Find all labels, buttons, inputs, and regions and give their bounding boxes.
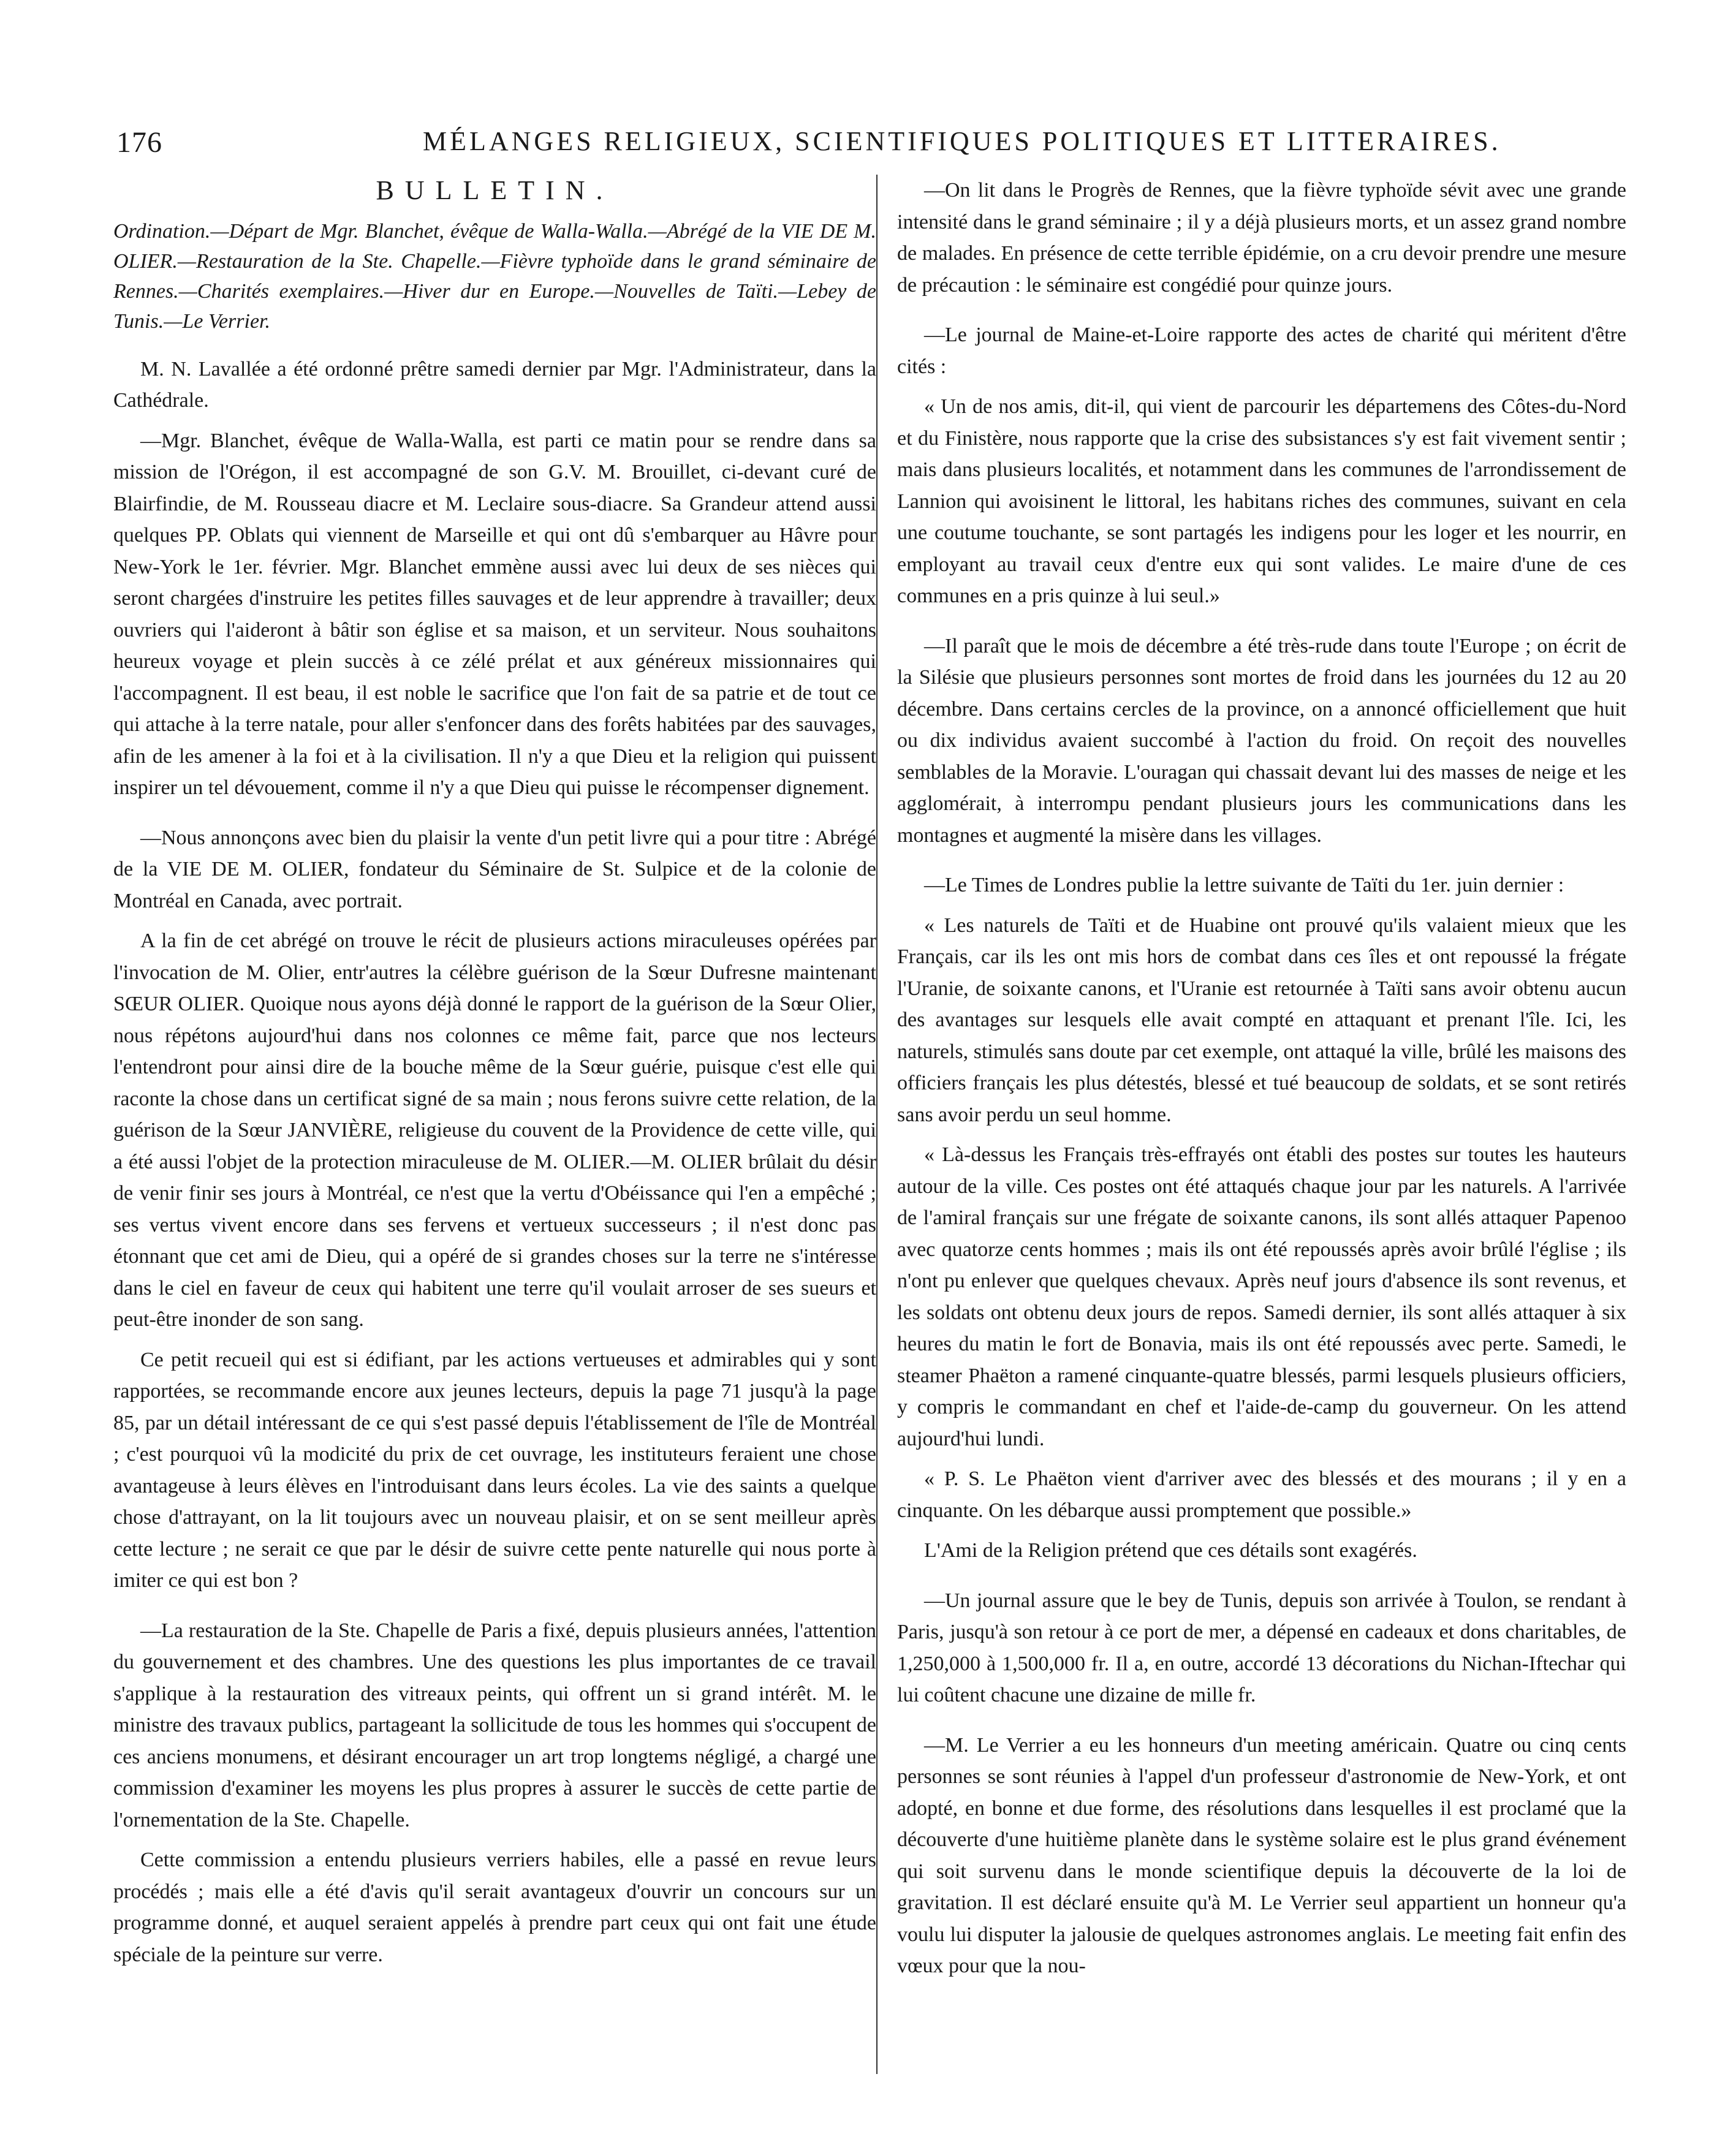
article-hiver: —Il paraît que le mois de décembre a été très-rude dans toute l'Europe ; on écrit de la Silésie que plusieurs personnes sont mortes de froid dans les journées du 12 au 20 décembre. Dans certains cercles de la province, on a annoncé officiellement que huit ou dix individus avaient succombé à l'action du froid. On reçoit des nouvelles semblables de la Moravie. L'ouragan qui chassait devant lui des masses de neige et les agglomérait, à interrompu pendant plusieurs jours les communications dans les montagnes et augmenté la misère dans les villages. xyxy=(897,634,1626,847)
article-charites: —Le journal de Maine-et-Loire rapporte des actes de charité qui méritent d'être cités : xyxy=(897,324,1626,378)
page-header xyxy=(92,126,1648,162)
bulletin-summary: Ordination.—Départ de Mgr. Blanchet, évêque de Walla-Walla.—Abrégé de la VIE DE M. OLIER.—Restauration de la Ste. Chapelle.—Fièvre typhoïde dans le grand séminaire de Rennes.—Charités exemplaires.—Hiver dur en Europe.—Nouvelles de Taïti.—Lebey de Tunis.—Le Verrier. xyxy=(113,219,876,333)
article-taiti-ps: « P. S. Le Phaëton vient d'arriver avec des blessés et des mourans ; il y en a cinquante. On les débarque aussi promptement que possible.» xyxy=(897,1467,1626,1522)
article-olier-miracles: A la fin de cet abrégé on trouve le récit de plusieurs actions miraculeuses opérées par l'invocation de M. Olier, entr'autres la célèbre guérison de la Sœur Dufresne maintenant SŒUR OLIER. Quoique nous ayons déjà donné le rapport de la guérison de la Sœur Olier, nous répétons aujourd'hui dans nos colonnes ce même fait, parce que nos lecteurs l'entendront pour ainsi dire de la bouche même de la Sœur guérie, puisque c'est elle qui raconte la chose dans un certificat signé de sa main ; nous ferons suivre cette relation, de la guérison de la Sœur JANVIÈRE, religieuse du couvent de la Providence de cette ville, qui a été aussi l'objet de la protection miraculeuse de M. OLIER.—M. OLIER brûlait du désir de venir finir ses jours à Montréal, ce n'est que la vertu d'Obéissance qui l'en a empêché ; ses vertus vivent encore dans ses fervens et vertueux successeurs ; il n'est donc pas étonnant que cet ami de Dieu, qui a opéré de si grandes choses sur la terre ne s'intéresse dans le ciel en faveur de ceux qui habitent une terre qu'il voulait arroser de ses sueurs et peut-être inonder de son sang. xyxy=(113,929,876,1331)
article-charites-quote: « Un de nos amis, dit-il, qui vient de parcourir les départemens des Côtes-du-Nord et du Finistère, nous rapporte que la crise des subsistances s'y est fait vivement sentir ; mais dans plusieurs localités, et notamment dans les communes de l'arrondissement de Lannion qui avoisinent le littoral, les habitans riches des communes, suivant en cela une coutume touchante, se sont partagés les indigens pour les loger et les nourrir, en employant au travail ceux d'entre eux qui sont valides. Le maire d'une de ces communes en a pris quinze à lui seul.» xyxy=(897,395,1626,607)
article-le-verrier: —M. Le Verrier a eu les honneurs d'un meeting américain. Quatre ou cinq cents personnes se sont réunies à l'appel d'un professeur d'astronomie de New-York, et ont adopté, en bonne et due forme, des résolutions dans lesquelles il est proclamé que la découverte d'une huitième planète dans le système solaire est le plus grand événement qui soit survenu dans le monde scientifique depuis la découverte de la loi de gravitation. Il est déclaré ensuite qu'à M. Le Verrier seul appartient un honneur qu'a voulu lui disputer la jalousie de quelques astronomes anglais. Le meeting fait enfin des vœux pour que la nou- xyxy=(897,1733,1626,1977)
article-recueil: Ce petit recueil qui est si édifiant, par les actions vertueuses et admirables qui y sont rapportées, se recommande encore aux jeunes lecteurs, depuis la page 71 jusqu'à la page 85, par un détail intéressant de ce qui s'est passé depuis l'établissement de l'île de Montréal ; c'est pourquoi vû la modicité du prix de cet ouvrage, les instituteurs feraient une chose avantageuse à leurs élèves en l'introduisant dans leurs écoles. La vie des saints a quelque chose d'attrayant, on la lit toujours avec un nouveau plaisir, et on se sent meilleur après cette lecture ; ne serait ce que par le désir de suivre cette pente naturelle qui nous porte à imiter ce qui est bon ? xyxy=(113,1348,876,1592)
article-times-taiti: —Le Times de Londres publie la lettre suivante de Taïti du 1er. juin dernier : xyxy=(924,874,1564,896)
article-vie-olier: —Nous annonçons avec bien du plaisir la vente d'un petit livre qui a pour titre : Abrégé de la VIE DE M. OLIER, fondateur du Séminaire de St. Sulpice et de la colonie de Montréal en Canada, avec portrait. xyxy=(113,826,876,912)
left-column xyxy=(113,175,876,2074)
article-ami-religion: L'Ami de la Religion prétend que ces détails sont exagérés. xyxy=(924,1539,1417,1562)
section-heading: BULLETIN. xyxy=(376,175,614,205)
article-fievre-typhoide: —On lit dans le Progrès de Rennes, que la fièvre typhoïde sévit avec une grande intensité dans le grand séminaire ; il y a déjà plusieurs morts, et un assez grand nombre de malades. En présence de cette terrible épidémie, on a cru devoir prendre une mesure de précaution : le séminaire est congédié pour quinze jours. xyxy=(897,179,1626,297)
running-title: MÉLANGES RELIGIEUX, SCIENTIFIQUES POLITIQUES ET LITTERAIRES. xyxy=(423,126,1501,156)
article-taiti-quote-2: « Là-dessus les Français très-effrayés ont établi des postes sur toutes les hauteurs autour de la ville. Ces postes ont été attaqués chaque jour par les naturels. A l'arrivée de l'amiral français sur une frégate de soixante canons, ils sont allés attaquer Papenoo avec quatorze cents hommes ; mais ils ont été repoussés après avoir brûlé l'église ; ils n'ont pu enlever que quelques chevaux. Après neuf jours d'absence ils sont revenus, et les soldats ont obtenu deux jours de repos. Samedi dernier, ils sont allés attaquer à six heures du matin le fort de Bonavia, mais ils ont été repoussés avec perte. Samedi, le steamer Phaëton a ramené cinquante-quatre blessés, parmi lesquels plusieurs officiers, y compris le commandant en chef et l'aide-de-camp du gouverneur. On les attend aujourd'hui lundi. xyxy=(897,1143,1626,1450)
page-number: 176 xyxy=(116,126,162,159)
article-taiti-quote-1: « Les naturels de Taïti et de Huabine ont prouvé qu'ils valaient mieux que les Français, car ils les ont mis hors de combat dans ces îles et ont repoussé la frégate l'Uranie, de soixante canons, et l'Uranie est retournée à Taïti sans avoir obtenu aucun des avantages sur lesquels elle avait compté en attaquant et prenant l'île. Ici, les naturels, stimulés sans doute par cet exemple, ont attaqué la ville, brûlé les maisons des officiers français les plus détestés, blessé et tué beaucoup de soldats, et se sont retirés sans avoir perdu un seul homme. xyxy=(897,914,1626,1126)
right-column xyxy=(876,175,1626,2074)
article-ordination: M. N. Lavallée a été ordonné prêtre samedi dernier par Mgr. l'Administrateur, dans la Cathédrale. xyxy=(113,357,876,412)
article-ste-chapelle: —La restauration de la Ste. Chapelle de Paris a fixé, depuis plusieurs années, l'attention du gouvernement et des chambres. Une des questions les plus importantes de ce travail s'applique à la restauration des vitreaux peints, qui offrent un si grand intérêt. M. le ministre des travaux publics, partageant la sollicitude de tous les hommes qui s'occupent de ces anciens monumens, et désirant encourager un art trop longtems négligé, a chargé une commission d'examiner les moyens les plus propres à assurer le succès de cette partie de l'ornementation de la Ste. Chapelle. xyxy=(113,1619,876,1831)
article-commission: Cette commission a entendu plusieurs verriers habiles, elle a passé en revue leurs procédés ; mais elle a été d'avis qu'il serait avantageux d'ouvrir un concours sur un programme donné, et auquel seraient appelés à prendre part ceux qui ont fait une étude spéciale de la peinture sur verre. xyxy=(113,1849,876,1966)
article-bey-tunis: —Un journal assure que le bey de Tunis, depuis son arrivée à Toulon, se rendant à Paris, jusqu'à son retour à ce port de mer, a dépensé en cadeaux et dons charitables, de 1,250,000 à 1,500,000 fr. Il a, en outre, accordé 13 décorations du Nichan-Iftechar qui lui coûtent chacune une dizaine de mille fr. xyxy=(897,1589,1626,1706)
article-blanchet: —Mgr. Blanchet, évêque de Walla-Walla, est parti ce matin pour se rendre dans sa mission de l'Orégon, il est accompagné de son G.V. M. Brouillet, ci-devant curé de Blairfindie, de M. Rousseau diacre et M. Leclaire sous-diacre. Sa Grandeur attend aussi quelques PP. Oblats qui viennent de Marseille et qui ont dû s'embarquer au Hâvre pour New-York le 1er. février. Mgr. Blanchet emmène aussi avec lui deux de ses nièces qui seront chargées d'instruire les petites filles sauvages et de leur apprendre à travailler; deux ouvriers qui l'aideront à bâtir son église et sa maison, et un serviteur. Nous souhaitons heureux voyage et plein succès à ce zélé prélat et aux généreux missionnaires qui l'accompagnent. Il est beau, il est noble le sacrifice que l'on fait de sa patrie et de tout ce qui attache à la terre natale, pour aller s'enfoncer dans des forêts habitées par des sauvages, afin de les amener à la foi et à la civilisation. Il n'y a que Dieu et la religion qui puissent inspirer un tel dévouement, comme il n'y a que Dieu qui puisse le récompenser dignement. xyxy=(113,429,876,799)
